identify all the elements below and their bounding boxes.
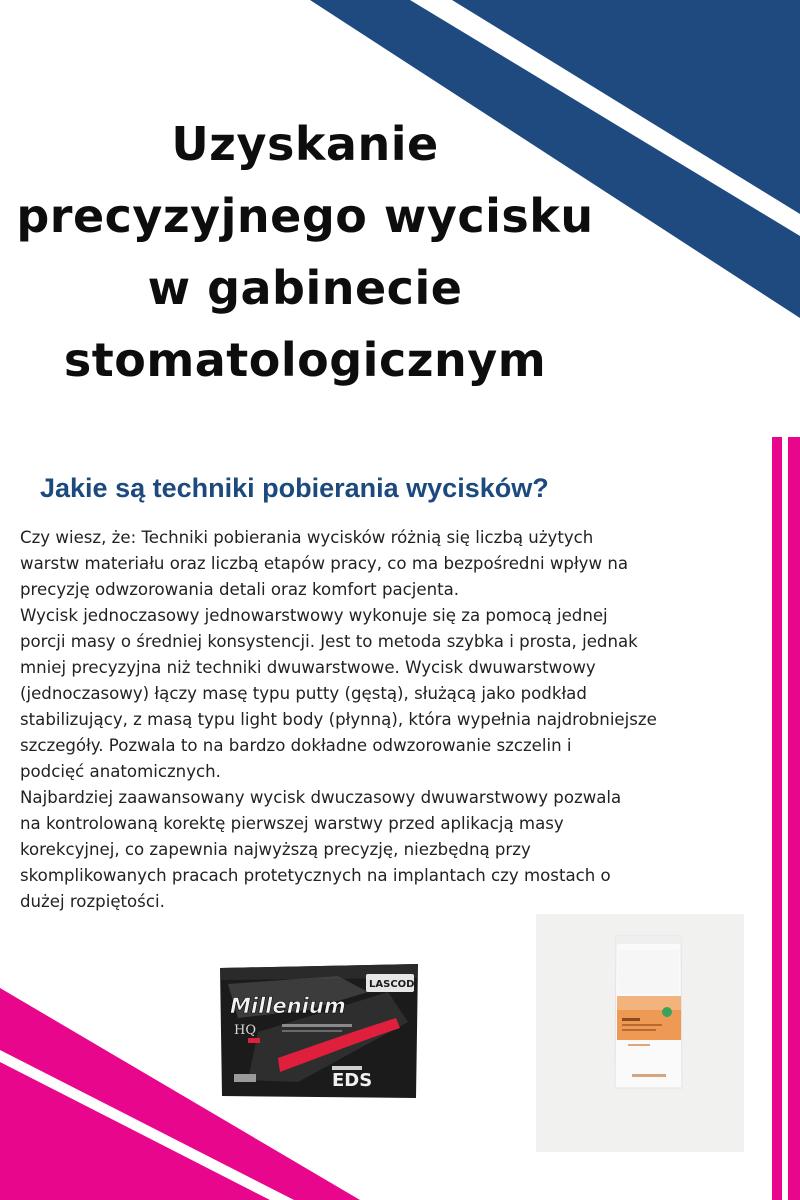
- package-maker-text: LASCOD: [369, 979, 415, 990]
- body-line: Czy wiesz, że: Techniki pobierania wycisków różnią się liczbą użytych: [20, 528, 594, 547]
- page-title: [0, 108, 610, 396]
- body-line: korekcyjnej, co zapewnia najwyższą precyzję, niezbędną przy: [20, 840, 531, 859]
- package-extra-text: EDS: [332, 1070, 373, 1091]
- body-line: stabilizujący, z masą typu light body (płynną), która wypełnia najdrobniejsze: [20, 710, 657, 729]
- section-heading: Jakie są techniki pobierania wycisków?: [40, 473, 549, 503]
- page-title-line: stomatologicznym: [63, 333, 547, 387]
- body-line: Wycisk jednoczasowy jednowarstwowy wykonuje się za pomocą jednej: [20, 606, 608, 625]
- body-line: na kontrolowaną korektę pierwszej warstwy przed aplikacją masy: [20, 814, 564, 833]
- body-line: mniej precyzyjna niż techniki dwuwarstwowe. Wycisk dwuwarstwowy: [20, 658, 596, 677]
- body-line: dużej rozpiętości.: [20, 892, 165, 911]
- body-line: warstw materiału oraz liczbą etapów pracy, co ma bezpośredni wpływ na: [20, 554, 629, 573]
- section-body: [20, 525, 740, 915]
- body-line: szczegóły. Pozwala to na bardzo dokładne odwzorowanie szczelin i: [20, 736, 572, 755]
- package-brand-text: Millenium: [230, 994, 346, 1018]
- package-variant-text: HQ: [234, 1023, 256, 1038]
- body-line: precyzję odwzorowania detali oraz komfort pacjenta.: [20, 580, 460, 599]
- body-line: porcji masy o średniej konsystencji. Jest to metoda szybka i prosta, jednak: [20, 632, 638, 651]
- product-bag-drawing: [536, 914, 744, 1152]
- body-line: Najbardziej zaawansowany wycisk dwuczasowy dwuwarstwowy pozwala: [20, 788, 622, 807]
- page-title-line: w gabinecie: [147, 261, 463, 315]
- product-bag-image: [536, 914, 744, 1152]
- page-title-line: Uzyskanie: [171, 117, 439, 171]
- body-line: podcięć anatomicznych.: [20, 762, 221, 781]
- page-title-line: precyzyjnego wycisku: [16, 189, 594, 243]
- body-line: (jednoczasowy) łączy masę typu putty (gęstą), służącą jako podkład: [20, 684, 587, 703]
- product-package-image: [218, 962, 420, 1100]
- body-line: skomplikowanych pracach protetycznych na implantach czy mostach o: [20, 866, 611, 885]
